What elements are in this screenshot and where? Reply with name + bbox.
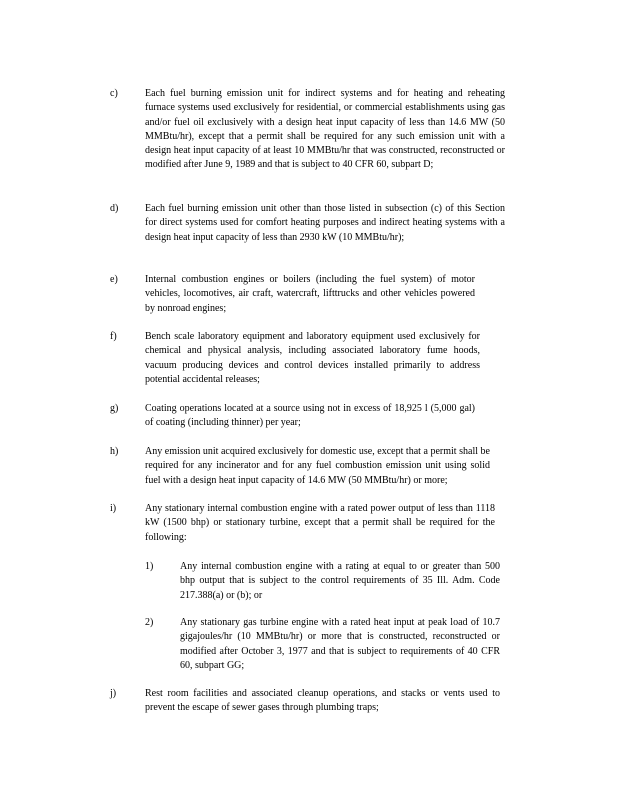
sub-item-text: Any stationary gas turbine engine with a rated heat input at peak load of 10.7 gigajoules/hr (10 MMBtu/hr) or more that is constructed, reconstructed or modified after October 3, 1977 and that is subject to requirements of 40 CFR 60, subpart GG;	[180, 617, 500, 671]
item-text: Each fuel burning emission unit other than those listed in subsection (c) of this Section for direct systems used for comfort heating purposes and indirect heating systems with a design heat input capacity of less than 2930 kW (10 MMBtu/hr);	[145, 203, 505, 243]
item-text: Each fuel burning emission unit for indirect systems and for heating and reheating furnace systems used exclusively for residential, or commercial establishments using gas and/or fuel oil exclusively with a design heat input capacity of less than 14.6 MW (50 MMBtu/hr), except that a permit shall be required for any such emission unit with a design heat input capacity of at least 10 MMBtu/hr that was constructed, reconstructed or modified after June 9, 1989 and that is subject to 40 CFR 60, subpart D;	[145, 88, 505, 171]
sub-item-label: 2)	[145, 617, 154, 628]
item-text: Internal combustion engines or boilers (including the fuel system) of motor vehicles, locomotives, air craft, watercraft, lifttrucks and other vehicles powered by nonroad engines;	[145, 274, 475, 314]
item-label: c)	[110, 88, 118, 99]
item-label: j)	[110, 688, 117, 699]
item-label: d)	[110, 203, 119, 214]
sub-item-text: Any internal combustion engine with a rating at equal to or greater than 500 bhp output that is subject to the control requirements of 35 Ill. Adm. Code 217.388(a) or (b); or	[180, 561, 500, 601]
item-label: g)	[110, 403, 119, 414]
item-text: Coating operations located at a source using not in excess of 18,925 l (5,000 gal) of coating (including thinner) per year;	[145, 403, 475, 429]
item-label: f)	[110, 331, 117, 342]
item-text: Rest room facilities and associated cleanup operations, and stacks or vents used to prevent the escape of sewer gases through plumbing traps;	[145, 688, 500, 714]
item-label: i)	[110, 503, 117, 514]
item-text: Any stationary internal combustion engine with a rated power output of less than 1118 kW (1500 bhp) or stationary turbine, except that a permit shall be required for the following:	[145, 503, 495, 543]
item-label: h)	[110, 446, 119, 457]
item-text: Bench scale laboratory equipment and laboratory equipment used exclusively for chemical and physical analysis, including associated laboratory fume hoods, vacuum producing devices and control devices installed primarily to address potential accidental releases;	[145, 331, 480, 385]
item-text: Any emission unit acquired exclusively for domestic use, except that a permit shall be required for any incinerator and for any fuel combustion emission unit using solid fuel with a design heat input capacity of 14.6 MW (50 MMBtu/hr) or more;	[145, 446, 490, 486]
item-label: e)	[110, 274, 118, 285]
sub-item-label: 1)	[145, 561, 154, 572]
